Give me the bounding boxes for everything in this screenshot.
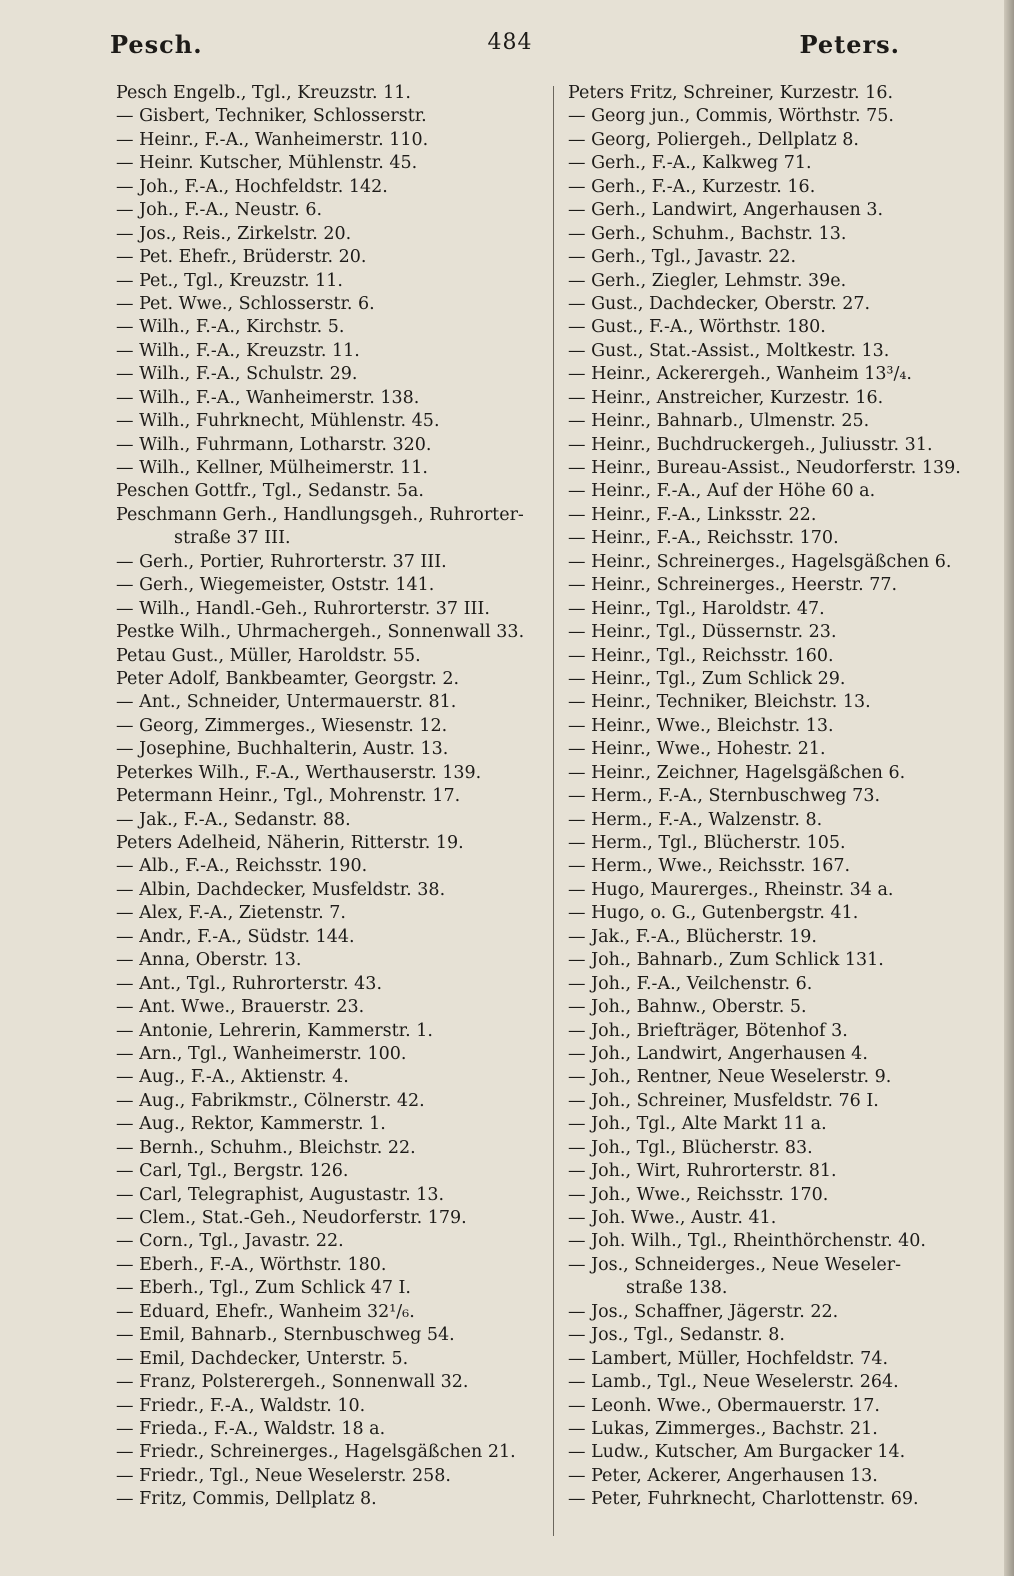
directory-entry: — Arn., Tgl., Wanheimerstr. 100. [116,1043,407,1064]
directory-entry: — Wilh., Fuhrknecht, Mühlenstr. 45. [116,411,440,432]
directory-entry: — Gust., Stat.-Assist., Moltkestr. 13. [568,340,890,361]
header-right-keyword: Peters. [799,30,900,59]
directory-entry: — Clem., Stat.-Geh., Neudorferstr. 179. [116,1208,467,1228]
directory-entry: — Joh., Briefträger, Bötenhof 3. [568,1020,848,1041]
directory-entry: — Heinr., Zeichner, Hagelsgäßchen 6. [568,762,906,783]
directory-entry: — Gust., Dachdecker, Oberstr. 27. [568,293,871,314]
directory-entry: straße 138. [626,1278,728,1299]
directory-entry: — Herm., Tgl., Blücherstr. 105. [568,833,846,853]
directory-entry: — Alex, F.-A., Zietenstr. 7. [116,903,346,924]
directory-entry: — Friedr., Schreinerges., Hagelsgäßchen 21. [116,1442,516,1463]
page-number: 484 [487,30,533,55]
directory-entry: Petau Gust., Müller, Haroldstr. 55. [116,645,421,666]
directory-entry: — Joh., Wirt, Ruhrorterstr. 81. [568,1161,837,1182]
directory-entry: — Heinr., Anstreicher, Kurzestr. 16. [568,387,884,408]
directory-entry: — Andr., F.-A., Südstr. 144. [116,926,355,947]
directory-entry: — Carl, Telegraphist, Augustastr. 13. [116,1184,445,1205]
directory-entry: — Heinr., Tgl., Zum Schlick 29. [568,668,846,689]
directory-entry: — Anna, Oberstr. 13. [116,950,302,971]
directory-entry: — Jos., Reis., Zirkelstr. 20. [116,223,352,244]
directory-entry: — Lukas, Zimmerges., Bachstr. 21. [568,1418,878,1439]
directory-entry: — Ludw., Kutscher, Am Burgacker 14. [568,1442,906,1463]
directory-entry: — Heinr., Wwe., Hohestr. 21. [568,739,826,760]
directory-entry: Peters Fritz, Schreiner, Kurzestr. 16. [568,83,894,103]
directory-entry: — Heinr. Kutscher, Mühlenstr. 45. [116,153,418,174]
directory-entry: — Jos., Schaffner, Jägerstr. 22. [568,1301,839,1322]
directory-entry: — Heinr., Bahnarb., Ulmenstr. 25. [568,411,870,432]
directory-entry: — Hugo, Maurerges., Rheinstr. 34 a. [568,879,894,900]
directory-entry: — Heinr., F.-A., Wanheimerstr. 110. [116,129,429,150]
directory-entry: — Jos., Tgl., Sedanstr. 8. [568,1325,785,1346]
directory-entry: — Joh., Bahnw., Oberstr. 5. [568,997,807,1018]
directory-entry: — Joh. Wilh., Tgl., Rheinthörchenstr. 40. [568,1231,926,1252]
directory-entry: — Aug., Fabrikmstr., Cölnerstr. 42. [116,1090,425,1111]
directory-entry: — Joh., Tgl., Blücherstr. 83. [568,1137,813,1158]
directory-entry: — Wilh., Fuhrmann, Lotharstr. 320. [116,434,432,455]
directory-entry: Peters Adelheid, Näherin, Ritterstr. 19. [116,833,464,853]
directory-entry: — Carl, Tgl., Bergstr. 126. [116,1161,349,1182]
directory-entry: Peter Adolf, Bankbeamter, Georgstr. 2. [116,668,460,689]
directory-entry: — Friedr., F.-A., Waldstr. 10. [116,1395,366,1416]
directory-entry: Peschmann Gerh., Handlungsgeh., Ruhrorter- [116,504,524,525]
directory-entry: — Gerh., Wiegemeister, Oststr. 141. [116,575,435,596]
directory-entry: — Leonh. Wwe., Obermauerstr. 17. [568,1395,880,1416]
directory-entry: — Pet. Ehefr., Brüderstr. 20. [116,247,367,268]
directory-entry: — Frieda., F.-A., Waldstr. 18 a. [116,1418,386,1439]
directory-entry: — Joh., Tgl., Alte Markt 11 a. [568,1114,827,1135]
directory-entry: — Wilh., F.-A., Wanheimerstr. 138. [116,387,420,408]
directory-entry: — Joh., F.-A., Hochfeldstr. 142. [116,176,388,197]
directory-entry: — Herm., F.-A., Sternbuschweg 73. [568,786,881,807]
directory-entry: — Herm., Wwe., Reichsstr. 167. [568,856,851,877]
directory-entry: — Gust., F.-A., Wörthstr. 180. [568,317,826,338]
directory-entry: — Josephine, Buchhalterin, Austr. 13. [116,739,449,760]
directory-entry: — Lambert, Müller, Hochfeldstr. 74. [568,1348,889,1369]
directory-entry: — Ant., Schneider, Untermauerstr. 81. [116,692,457,713]
directory-entry: — Gisbert, Techniker, Schlosserstr. [116,106,427,127]
directory-entry: — Herm., F.-A., Walzenstr. 8. [568,809,823,830]
directory-entry: — Fritz, Commis, Dellplatz 8. [116,1489,377,1510]
directory-entry: — Jos., Schneiderges., Neue Weseler- [568,1254,902,1275]
directory-entry: Pestke Wilh., Uhrmachergeh., Sonnenwall 33. [116,622,525,643]
directory-entry: — Gerh., Schuhm., Bachstr. 13. [568,223,847,244]
directory-entry: — Eduard, Ehefr., Wanheim 32¹/₆. [116,1301,415,1322]
directory-entry: — Joh., F.-A., Neustr. 6. [116,200,323,221]
directory-entry: — Emil, Dachdecker, Unterstr. 5. [116,1348,409,1369]
directory-entry: — Heinr., F.-A., Linksstr. 22. [568,504,817,525]
directory-entry: Peterkes Wilh., F.-A., Werthauserstr. 139. [116,762,482,783]
directory-entry: — Georg, Zimmerges., Wiesenstr. 12. [116,715,448,736]
directory-entry: — Friedr., Tgl., Neue Weselerstr. 258. [116,1465,451,1486]
directory-entry: — Gerh., F.-A., Kalkweg 71. [568,153,812,174]
directory-entry: — Pet., Tgl., Kreuzstr. 11. [116,270,343,291]
directory-entry: — Antonie, Lehrerin, Kammerstr. 1. [116,1020,433,1041]
directory-entry: — Joh., Landwirt, Angerhausen 4. [568,1043,868,1064]
directory-entry: Pesch Engelb., Tgl., Kreuzstr. 11. [116,83,411,103]
directory-entry: — Joh., Bahnarb., Zum Schlick 131. [568,950,884,971]
directory-entry: — Heinr., Ackerergeh., Wanheim 13³/₄. [568,364,912,385]
directory-entry: — Gerh., Landwirt, Angerhausen 3. [568,200,884,221]
directory-entry: — Jak., F.-A., Blücherstr. 19. [568,926,817,947]
directory-entry: — Heinr., Schreinerges., Heerstr. 77. [568,575,898,596]
directory-entry: — Franz, Polsterergeh., Sonnenwall 32. [116,1372,469,1393]
left-column [116,82,544,1512]
directory-entry: — Heinr., Buchdruckergeh., Juliusstr. 31. [568,434,933,455]
directory-entry: — Aug., Rektor, Kammerstr. 1. [116,1114,386,1135]
directory-entry: — Heinr., Schreinerges., Hagelsgäßchen 6. [568,551,952,572]
header-left-keyword: Pesch. [110,30,203,59]
directory-entry: — Gerh., Ziegler, Lehmstr. 39e. [568,270,847,291]
directory-entry: — Wilh., Handl.-Geh., Ruhrorterstr. 37 III. [116,598,490,619]
directory-entry: — Heinr., Wwe., Bleichstr. 13. [568,715,834,736]
directory-entry: — Peter, Fuhrknecht, Charlottenstr. 69. [568,1489,919,1510]
directory-entry: — Ant., Tgl., Ruhrorterstr. 43. [116,973,383,994]
directory-entry: — Eberh., Tgl., Zum Schlick 47 I. [116,1278,411,1299]
directory-entry: — Wilh., F.-A., Schulstr. 29. [116,364,358,385]
directory-entry: — Albin, Dachdecker, Musfeldstr. 38. [116,879,446,900]
directory-entry: — Heinr., F.-A., Reichsstr. 170. [568,528,839,549]
directory-entry: — Gerh., F.-A., Kurzestr. 16. [568,176,816,197]
directory-entry: — Heinr., Tgl., Düssernstr. 23. [568,622,837,643]
directory-entry: — Corn., Tgl., Javastr. 22. [116,1231,344,1252]
directory-entry: — Joh., Schreiner, Musfeldstr. 76 I. [568,1090,879,1111]
directory-entry: — Georg, Poliergeh., Dellplatz 8. [568,129,859,150]
directory-entry: — Ant. Wwe., Brauerstr. 23. [116,997,365,1018]
page-header [110,30,900,70]
directory-entry: — Lamb., Tgl., Neue Weselerstr. 264. [568,1372,899,1393]
directory-entry: — Wilh., Kellner, Mülheimerstr. 11. [116,458,428,478]
directory-entry: — Bernh., Schuhm., Bleichstr. 22. [116,1137,416,1158]
directory-entry: — Heinr., Tgl., Reichsstr. 160. [568,645,834,666]
directory-entry: — Alb., F.-A., Reichsstr. 190. [116,856,368,877]
directory-entry: — Joh., Wwe., Reichsstr. 170. [568,1184,829,1205]
directory-entry: — Gerh., Tgl., Javastr. 22. [568,247,797,268]
right-column [568,82,998,1512]
directory-entry: — Emil, Bahnarb., Sternbuschweg 54. [116,1325,455,1346]
directory-entry: — Joh., Rentner, Neue Weselerstr. 9. [568,1067,892,1088]
column-divider [553,86,554,1536]
directory-entry: straße 37 III. [174,528,291,549]
directory-entry: Petermann Heinr., Tgl., Mohrenstr. 17. [116,786,461,807]
directory-entry: — Wilh., F.-A., Kreuzstr. 11. [116,340,360,361]
directory-entry: — Heinr., Bureau-Assist., Neudorferstr. 139. [568,458,961,478]
directory-entry: — Peter, Ackerer, Angerhausen 13. [568,1465,878,1486]
directory-entry: — Joh., F.-A., Veilchenstr. 6. [568,973,813,994]
directory-entry: — Aug., F.-A., Aktienstr. 4. [116,1067,349,1088]
directory-entry: — Georg jun., Commis, Wörthstr. 75. [568,106,894,127]
directory-entry: — Eberh., F.-A., Wörthstr. 180. [116,1254,387,1275]
directory-entry: — Heinr., F.-A., Auf der Höhe 60 a. [568,481,876,502]
directory-entry: — Joh. Wwe., Austr. 41. [568,1208,777,1228]
directory-entry: — Jak., F.-A., Sedanstr. 88. [116,809,351,830]
directory-entry: — Heinr., Tgl., Haroldstr. 47. [568,598,825,619]
directory-entry: — Wilh., F.-A., Kirchstr. 5. [116,317,345,338]
directory-entry: — Gerh., Portier, Ruhrorterstr. 37 III. [116,551,447,572]
directory-entry: — Pet. Wwe., Schlosserstr. 6. [116,293,375,314]
directory-entry: Peschen Gottfr., Tgl., Sedanstr. 5a. [116,481,424,502]
page-edge [1004,0,1014,1576]
directory-entry: — Heinr., Techniker, Bleichstr. 13. [568,692,871,713]
directory-entry: — Hugo, o. G., Gutenbergstr. 41. [568,903,859,924]
